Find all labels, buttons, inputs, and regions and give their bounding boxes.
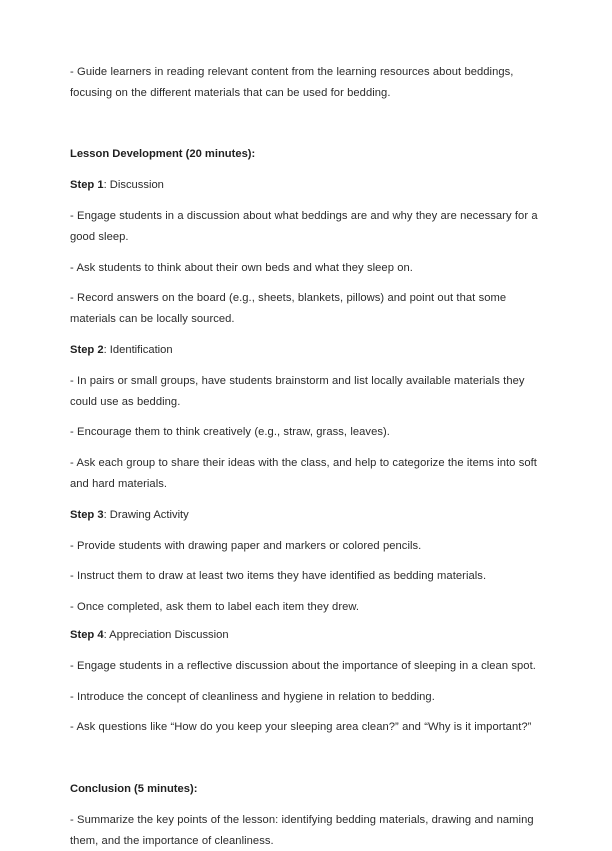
heading-lesson-development: Lesson Development (20 minutes): [70,148,256,161]
heading-step-1 [70,175,542,196]
document-body [70,62,542,851]
heading-step-1-label: Step 1 [70,179,104,192]
paragraph-step1-record-answers: - Record answers on the board (e.g., sheets, blankets, pillows) and point out that some materials can be locally sourced. [70,292,507,326]
heading-step-2 [70,340,542,361]
paragraph-step1-own-beds: - Ask students to think about their own beds and what they sleep on. [70,261,413,274]
heading-step-3-label: Step 3 [70,508,104,521]
paragraph-conclusion-summarize: - Summarize the key points of the lesson: identifying bedding materials, drawing and naming them, and the importance of cleanliness. [70,813,534,847]
heading-step-1-title: : Discussion [103,179,164,192]
paragraph-step4-cleanliness-hygiene: - Introduce the concept of cleanliness and hygiene in relation to bedding. [70,690,435,703]
paragraph-step2-think-creatively: - Encourage them to think creatively (e.g., straw, grass, leaves). [70,426,390,439]
paragraph-step3-draw-two-items: - Instruct them to draw at least two items they have identified as bedding materials. [70,570,487,583]
paragraph-guide-learners: - Guide learners in reading relevant content from the learning resources about beddings, focusing on the different materials that can be used for bedding. [70,66,514,99]
heading-step-3 [70,505,542,526]
paragraph-step2-brainstorm: - In pairs or small groups, have students brainstorm and list locally available materials they could use as bedding. [70,374,525,408]
paragraph-step3-label-items: - Once completed, ask them to label each item they drew. [70,601,360,614]
paragraph-step4-reflective-discussion: - Engage students in a reflective discussion about the importance of sleeping in a clean spot. [70,659,536,672]
paragraph-step4-ask-questions: - Ask questions like “How do you keep your sleeping area clean?” and “Why is it important?” [70,721,532,734]
paragraph-step1-engage-discussion: - Engage students in a discussion about what beddings are and why they are necessary for a good sleep. [70,209,538,243]
heading-step-2-title: : Identification [103,343,173,356]
heading-step-4-title: : Appreciation Discussion [103,628,229,641]
heading-step-4 [70,625,542,646]
heading-step-2-label: Step 2 [70,343,104,356]
heading-step-4-label: Step 4 [70,628,104,641]
heading-conclusion: Conclusion (5 minutes): [70,782,198,795]
spacer-before-lesson-development [70,114,542,135]
spacer-before-conclusion [70,748,542,769]
paragraph-step2-share-ideas: - Ask each group to share their ideas with the class, and help to categorize the items into soft and hard materials. [70,457,537,490]
heading-step-3-title: : Drawing Activity [103,508,189,521]
paragraph-step3-provide-materials: - Provide students with drawing paper and markers or colored pencils. [70,539,422,552]
